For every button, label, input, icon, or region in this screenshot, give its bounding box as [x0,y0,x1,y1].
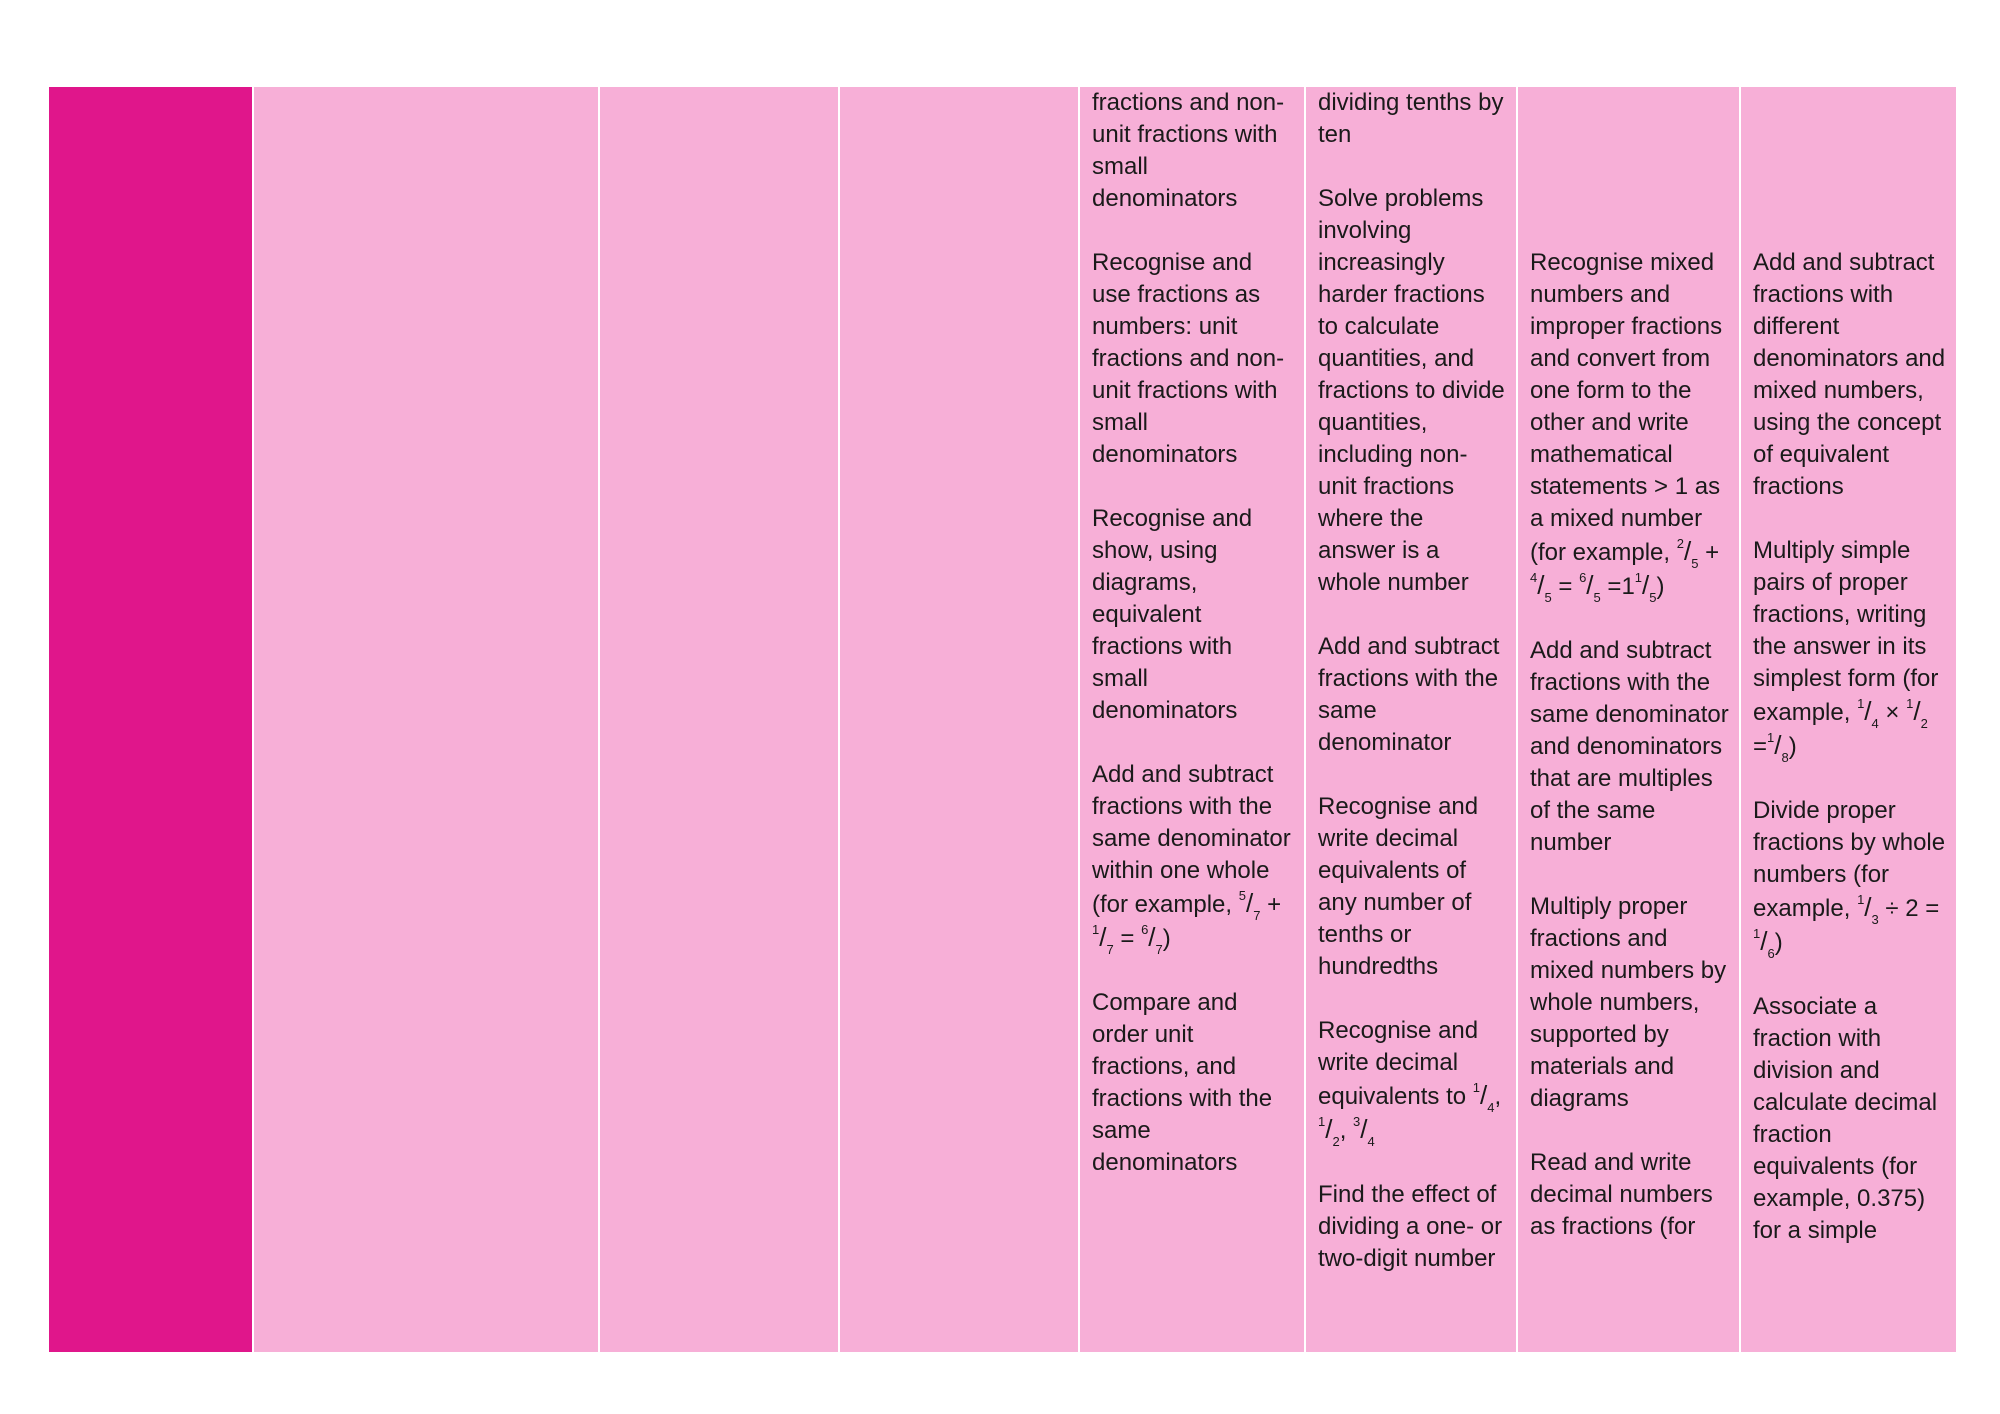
objective: Recognise and use fractions as numbers: unit fractions and non-unit fractions with small denominators [1092,249,1285,468]
objective: Add and subtract fractions with the same denominator and denominators that are multiples of the same number [1530,637,1729,856]
objective: fractions and non-unit fractions with small denominators [1092,89,1285,212]
objective: Compare and order unit fractions, and fractions with the same denominators [1092,989,1273,1176]
objective: Find the effect of dividing a one- or two-digit number [1318,1181,1503,1272]
objective: Multiply simple pairs of proper fractions, writing the answer in its simplest form (for example, $^1/_4 \times ^1/_2 =^1/_8$) [1753,537,1939,765]
category-column [49,87,252,1352]
objective: Associate a fraction with division and calculate decimal fraction equivalents (for example, 0.375) for a simple [1753,993,1938,1244]
year-6-text [1741,247,1956,1247]
objective: Recognise and write decimal equivalents to $^1/_4$, $^1/_2$, $^3/_4$ [1318,1017,1502,1149]
year-6-column [1741,87,1956,1352]
objective: Multiply proper fractions and mixed numbers by whole numbers, supported by materials and diagrams [1530,893,1727,1112]
year-3-text [1080,87,1304,1179]
column-2 [600,87,838,1352]
objective: Solve problems involving increasingly harder fractions to calculate quantities, and fractions to divide quantities, including non-unit fractions where the answer is a whole number [1318,185,1505,596]
objective: Add and subtract fractions with the same denominator within one whole (for example, $^5/_7 + ^1/_7 = ^6/_7$) [1092,761,1291,957]
year-4-column [1306,87,1516,1352]
objective: Read and write decimal numbers as fractions (for [1530,1149,1713,1240]
objective: Add and subtract fractions with different denominators and mixed numbers, using the concept of equivalent fractions [1753,249,1946,500]
year-3-column [1080,87,1304,1352]
objective: Divide proper fractions by whole numbers (for example, $^1/_3 \div 2 = ^1/_6$) [1753,797,1946,961]
year-5-text [1518,247,1739,1243]
objective: Recognise and write decimal equivalents of any number of tenths or hundredths [1318,793,1479,980]
objective: Recognise and show, using diagrams, equivalent fractions with small denominators [1092,505,1253,724]
column-1 [254,87,598,1352]
objective: dividing tenths by ten [1318,89,1504,148]
column-3 [840,87,1078,1352]
objective: Recognise mixed numbers and improper fractions and convert from one form to the other and write mathematical statements > 1 as a mixed number (for example, $^2/_5 + ^4/_5 = ^6/_5 =1^1/_5$) [1530,249,1723,605]
objective: Add and subtract fractions with the same denominator [1318,633,1500,756]
curriculum-table [49,87,1958,1352]
year-5-column [1518,87,1739,1352]
year-4-text [1306,87,1516,1275]
